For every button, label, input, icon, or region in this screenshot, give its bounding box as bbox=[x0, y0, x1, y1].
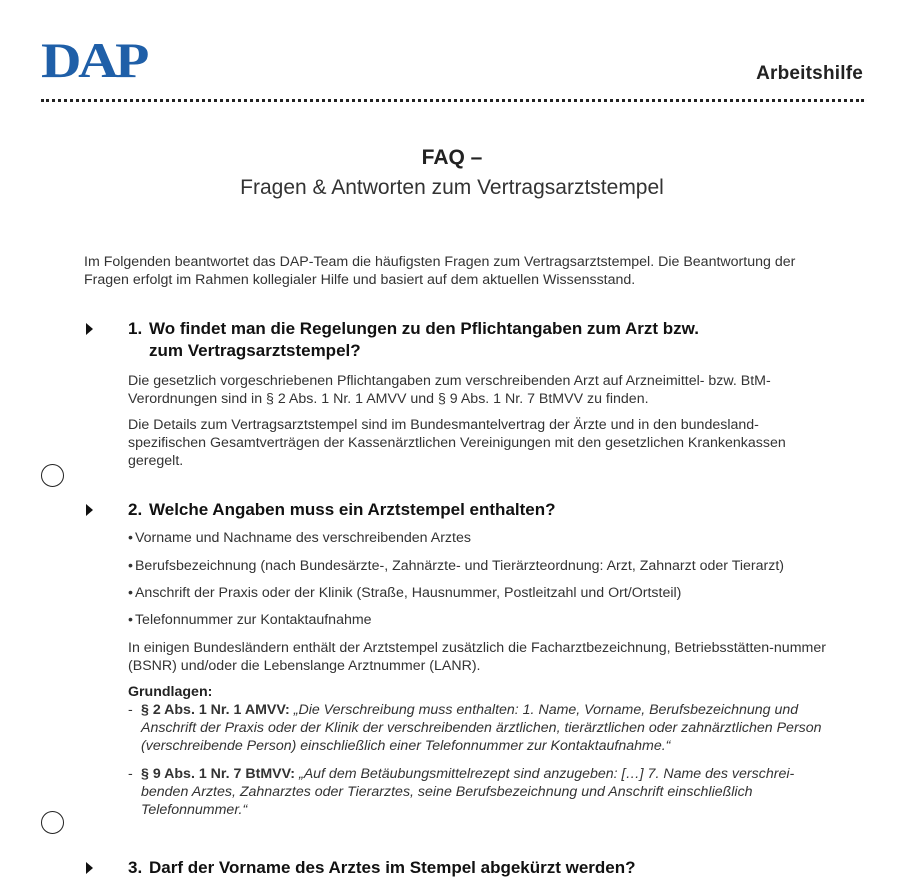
q3-triangle-marker-icon bbox=[86, 862, 93, 874]
quote-dash: - bbox=[128, 766, 133, 782]
q2-triangle-marker-icon bbox=[86, 504, 93, 516]
header-dotted-divider bbox=[41, 99, 864, 102]
q1-triangle-marker-icon bbox=[86, 323, 93, 335]
q2-bullet-item bbox=[128, 557, 784, 575]
bullet-dot-icon: • bbox=[128, 612, 133, 628]
q3-number: 3. bbox=[128, 858, 143, 877]
page-subtitle: Fragen & Antworten zum Vertragsarztstempel bbox=[240, 176, 664, 199]
bullet-dot-icon: • bbox=[128, 585, 133, 601]
q3-heading-line1: Darf der Vorname des Arztes im Stempel abgekürzt werden? bbox=[149, 858, 636, 877]
q1-paragraph-1: Die gesetzlich vorgeschriebenen Pflichtangaben zum verschreibenden Arzt auf Arzneimittel- bzw. BtM-Verordnungen sind in § 2 Abs. 1 Nr. 1 AMVV und § 9 Abs. 1 Nr. 7 BtMVV zu finden. bbox=[128, 373, 771, 407]
q3-heading bbox=[128, 857, 636, 879]
punch-hole-top bbox=[41, 464, 64, 487]
quote-dash: - bbox=[128, 702, 133, 718]
q2-number: 2. bbox=[128, 500, 143, 519]
grundlagen-label: Grundlagen: bbox=[128, 684, 213, 700]
punch-hole-bottom bbox=[41, 811, 64, 834]
q2-bullet-item bbox=[128, 611, 372, 629]
q2-bullet-text: Telefonnummer zur Kontaktaufnahme bbox=[134, 612, 372, 628]
q1-paragraph-2: Die Details zum Vertragsarztstempel sind im Bundesmantelvertrag der Ärzte und in den bundesland-spezifischen Gesamtverträgen der Kassenärztlichen Vereinigungen mit den gesetzlichen Krankenkassen geregelt. bbox=[128, 417, 786, 469]
quote-text: „Die Verschreibung muss enthalten: 1. Name, Vorname, Berufsbezeichnung und Anschrift der Praxis oder der Klinik der verschreibenden ärztlichen, tierärztlichen oder zahnärztlichen Person (verschreibende Person) einschließlich einer Telefonnummer zur Kontaktaufnahme.“ bbox=[141, 702, 822, 754]
q1-number: 1. bbox=[128, 319, 143, 338]
legal-quote-amvv bbox=[128, 701, 828, 755]
q2-bullet-item bbox=[128, 529, 471, 547]
bullet-dot-icon: • bbox=[128, 530, 133, 546]
q2-bullet-text: Anschrift der Praxis oder der Klinik (Straße, Hausnummer, Postleitzahl und Ort/Ortsteil) bbox=[134, 585, 682, 601]
intro-paragraph: Im Folgenden beantwortet das DAP-Team die häufigsten Fragen zum Vertragsarztstempel. Die Beantwortung der Fragen erfolgt im Rahmen kollegialer Hilfe und basiert auf dem aktuellen Wissensstand. bbox=[84, 254, 796, 288]
dap-logo: DAP bbox=[41, 32, 147, 88]
q1-heading bbox=[128, 318, 699, 362]
q1-heading-line1: Wo findet man die Regelungen zu den Pflichtangaben zum Arzt bzw. bbox=[149, 319, 700, 338]
q2-bullet-text: Berufsbezeichnung (nach Bundesärzte-, Zahnärzte- und Tierärzteordnung: Arzt, Zahnarzt oder Tierarzt) bbox=[134, 558, 784, 574]
quote-text: „Auf dem Betäubungsmittelrezept sind anzugeben: […] 7. Name des verschrei-benden Arztes, Zahnarztes oder Tierarztes, seine Berufsbezeichnung und Anschrift einschließlich Telefonnummer.“ bbox=[141, 766, 795, 818]
q1-heading-line2: zum Vertragsarztstempel? bbox=[149, 341, 361, 360]
bullet-dot-icon: • bbox=[128, 558, 133, 574]
q2-heading-line1: Welche Angaben muss ein Arztstempel enthalten? bbox=[149, 500, 556, 519]
page-title: FAQ – bbox=[421, 146, 483, 169]
quote-body bbox=[141, 765, 828, 819]
q2-bullet-item bbox=[128, 584, 681, 602]
q2-paragraph-1: In einigen Bundesländern enthält der Arztstempel zusätzlich die Facharztbezeichnung, Betriebsstätten-nummer (BSNR) und/oder die Lebenslange Arztnummer (LANR). bbox=[128, 640, 826, 674]
document-type-label: Arbeitshilfe bbox=[756, 63, 863, 84]
q2-bullet-text: Vorname und Nachname des verschreibenden Arztes bbox=[134, 530, 471, 546]
quote-body bbox=[141, 701, 828, 755]
q2-heading bbox=[128, 499, 556, 521]
legal-quote-btmvv bbox=[128, 765, 828, 819]
quote-reference: § 2 Abs. 1 Nr. 1 AMVV: bbox=[141, 702, 290, 718]
quote-reference: § 9 Abs. 1 Nr. 7 BtMVV: bbox=[141, 766, 296, 782]
